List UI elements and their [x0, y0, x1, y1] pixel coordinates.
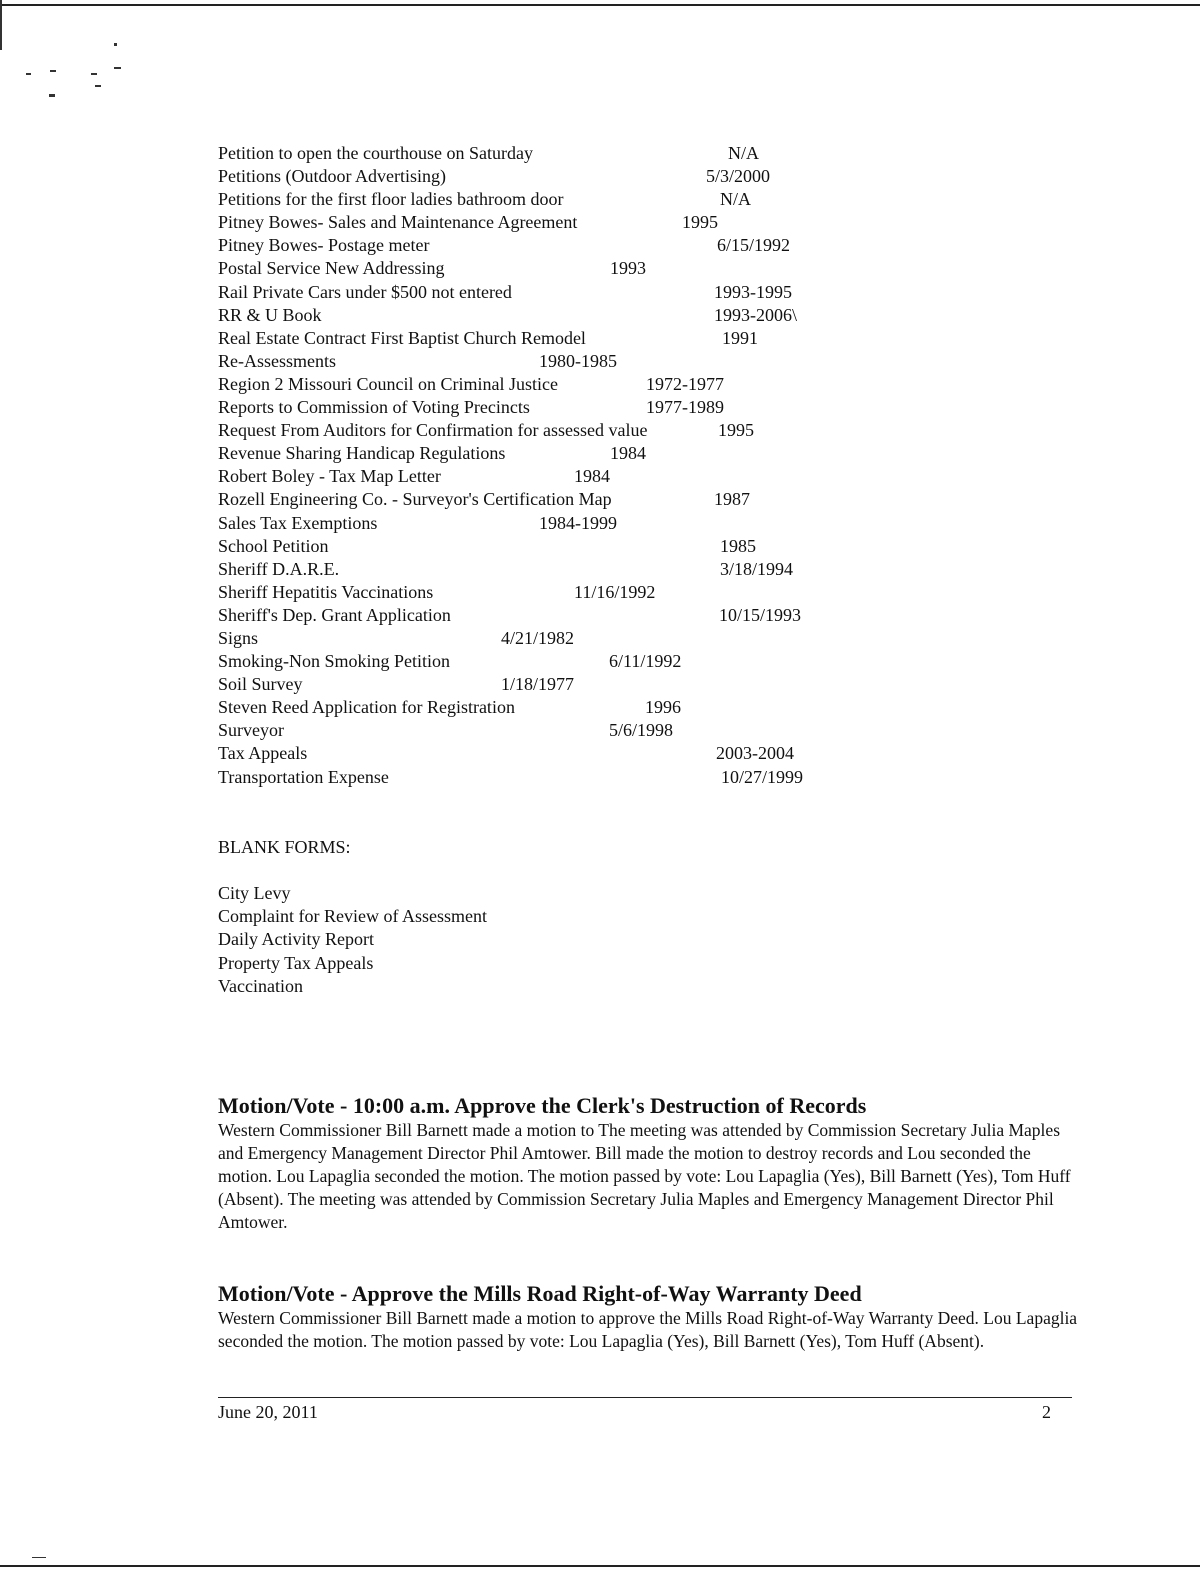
- record-row: [218, 627, 918, 650]
- scan-speck: [114, 43, 117, 46]
- record-date: 5/3/2000: [706, 166, 771, 187]
- record-name: Pitney Bowes- Sales and Maintenance Agreement: [218, 212, 578, 233]
- record-date: 1995: [682, 212, 718, 233]
- record-date: 6/15/1992: [717, 235, 791, 256]
- motion-body: Western Commissioner Bill Barnett made a motion to approve the Mills Road Right-of-Way Warranty Deed. Lou Lapaglia seconded the motion. The motion passed by vote: Lou Lapaglia (Yes), Bill Barnett (Yes), Tom Huff (Absent).: [218, 1308, 1078, 1351]
- record-row: [218, 512, 918, 535]
- record-row: [218, 188, 918, 211]
- record-row: [218, 281, 918, 304]
- record-date: 1995: [718, 420, 754, 441]
- record-name: Pitney Bowes- Postage meter: [218, 235, 430, 256]
- scan-speck: [50, 70, 56, 72]
- record-date: 1984-1999: [539, 512, 617, 533]
- record-row: [218, 488, 918, 511]
- scan-left-edge: [0, 0, 2, 50]
- record-name: Sheriff's Dep. Grant Application: [218, 604, 451, 625]
- record-name: RR & U Book: [218, 304, 322, 325]
- record-row: [218, 142, 918, 165]
- record-row: [218, 581, 918, 604]
- record-row: [218, 234, 918, 257]
- footer-divider: [218, 1397, 1072, 1398]
- blank-form-item: City Levy: [218, 883, 291, 903]
- record-row: [218, 673, 918, 696]
- record-date: 1993: [610, 258, 646, 279]
- record-date: 5/6/1998: [609, 720, 674, 741]
- blank-form-item: Property Tax Appeals: [218, 952, 374, 973]
- record-date: 1996: [645, 697, 681, 718]
- record-name: Rail Private Cars under $500 not entered: [218, 281, 512, 302]
- blank-form-item: Daily Activity Report: [218, 929, 374, 950]
- blank-forms-list: [218, 882, 487, 998]
- record-name: Region 2 Missouri Council on Criminal Justice: [218, 373, 558, 394]
- blank-form-item: Vaccination: [218, 975, 303, 996]
- record-row: [218, 442, 918, 465]
- record-date: 1993-1995: [714, 281, 792, 302]
- scan-speck: [32, 1557, 46, 1558]
- record-name: Robert Boley - Tax Map Letter: [218, 466, 441, 487]
- record-row: [218, 396, 918, 419]
- scan-speck: [49, 94, 55, 97]
- record-date: 1993-2006\: [714, 304, 797, 325]
- record-date: 1/18/1977: [501, 674, 575, 695]
- motion-section: [218, 1093, 1078, 1234]
- record-date: 1984: [610, 443, 646, 464]
- record-date: N/A: [720, 189, 751, 210]
- record-name: Real Estate Contract First Baptist Church Remodel: [218, 327, 586, 348]
- footer-date: June 20, 2011: [218, 1402, 318, 1422]
- record-date: 3/18/1994: [720, 558, 794, 579]
- record-date: 1987: [714, 489, 750, 510]
- record-row: [218, 465, 918, 488]
- record-row: [218, 766, 918, 789]
- record-name: Surveyor: [218, 720, 284, 741]
- scan-bottom-edge: [0, 1565, 1200, 1567]
- record-name: Reports to Commission of Voting Precincts: [218, 397, 530, 418]
- record-name: Steven Reed Application for Registration: [218, 697, 515, 718]
- record-name: Petitions (Outdoor Advertising): [218, 166, 446, 187]
- record-name: Transportation Expense: [218, 766, 389, 787]
- motion-title: Motion/Vote - 10:00 a.m. Approve the Clerk's Destruction of Records: [218, 1093, 867, 1118]
- record-row: [218, 419, 918, 442]
- record-date: 1980-1985: [539, 350, 617, 371]
- motion-title: Motion/Vote - Approve the Mills Road Right-of-Way Warranty Deed: [218, 1281, 862, 1306]
- scan-speck: [91, 73, 97, 75]
- record-date: 1991: [722, 327, 758, 348]
- record-name: Revenue Sharing Handicap Regulations: [218, 443, 506, 464]
- record-date: 1972-1977: [646, 373, 724, 394]
- record-name: Tax Appeals: [218, 743, 308, 764]
- record-name: Sheriff Hepatitis Vaccinations: [218, 581, 434, 602]
- record-row: [218, 165, 918, 188]
- page-number: 2: [1042, 1402, 1051, 1422]
- record-name: Petition to open the courthouse on Saturday: [218, 143, 533, 163]
- record-row: [218, 742, 918, 765]
- record-name: Signs: [218, 627, 259, 648]
- record-row: [218, 373, 918, 396]
- record-name: Soil Survey: [218, 674, 303, 695]
- record-row: [218, 558, 918, 581]
- record-date: N/A: [728, 143, 759, 163]
- record-date: 2003-2004: [716, 743, 794, 764]
- record-row: [218, 604, 918, 627]
- record-date: 1977-1989: [646, 397, 724, 418]
- record-row: [218, 650, 918, 673]
- record-name: Rozell Engineering Co. - Surveyor's Certification Map: [218, 489, 612, 510]
- record-date: 1985: [720, 535, 756, 556]
- scan-speck: [26, 73, 31, 75]
- record-row: [218, 719, 918, 742]
- record-row: [218, 257, 918, 280]
- record-name: Sheriff D.A.R.E.: [218, 558, 340, 579]
- records-list: [218, 142, 918, 789]
- record-date: 1984: [574, 466, 610, 487]
- record-name: Sales Tax Exemptions: [218, 512, 378, 533]
- record-row: [218, 211, 918, 234]
- motion-section: [218, 1281, 1078, 1353]
- record-date: 10/27/1999: [721, 766, 804, 787]
- blank-forms-heading: BLANK FORMS:: [218, 837, 351, 857]
- record-row: [218, 696, 918, 719]
- record-name: Smoking-Non Smoking Petition: [218, 651, 451, 672]
- record-name: School Petition: [218, 535, 329, 556]
- record-row: [218, 304, 918, 327]
- motion-body: Western Commissioner Bill Barnett made a motion to The meeting was attended by Commission Secretary Julia Maples and Emergency Management Director Phil Amtower. Bill made the motion to destroy records and Lou seconded the motion. Lou Lapaglia seconded the motion. The motion passed by vote: Lou Lapaglia (Yes), Bill Barnett (Yes), Tom Huff (Absent). The meeting was attended by Commission Secretary Julia Maples and Emergency Management Director Phil Amtower.: [218, 1120, 1071, 1232]
- record-name: Petitions for the first floor ladies bathroom door: [218, 189, 564, 210]
- record-row: [218, 327, 918, 350]
- scan-top-edge: [0, 4, 1200, 6]
- record-name: Postal Service New Addressing: [218, 258, 445, 279]
- record-date: 10/15/1993: [719, 604, 802, 625]
- record-date: 6/11/1992: [609, 651, 682, 672]
- record-row: [218, 350, 918, 373]
- scan-speck: [114, 67, 121, 69]
- record-name: Re-Assessments: [218, 350, 336, 371]
- record-name: Request From Auditors for Confirmation for assessed value: [218, 420, 648, 441]
- record-row: [218, 535, 918, 558]
- record-date: 4/21/1982: [501, 627, 575, 648]
- scan-speck: [95, 85, 101, 87]
- blank-form-item: Complaint for Review of Assessment: [218, 906, 487, 927]
- record-date: 11/16/1992: [574, 581, 656, 602]
